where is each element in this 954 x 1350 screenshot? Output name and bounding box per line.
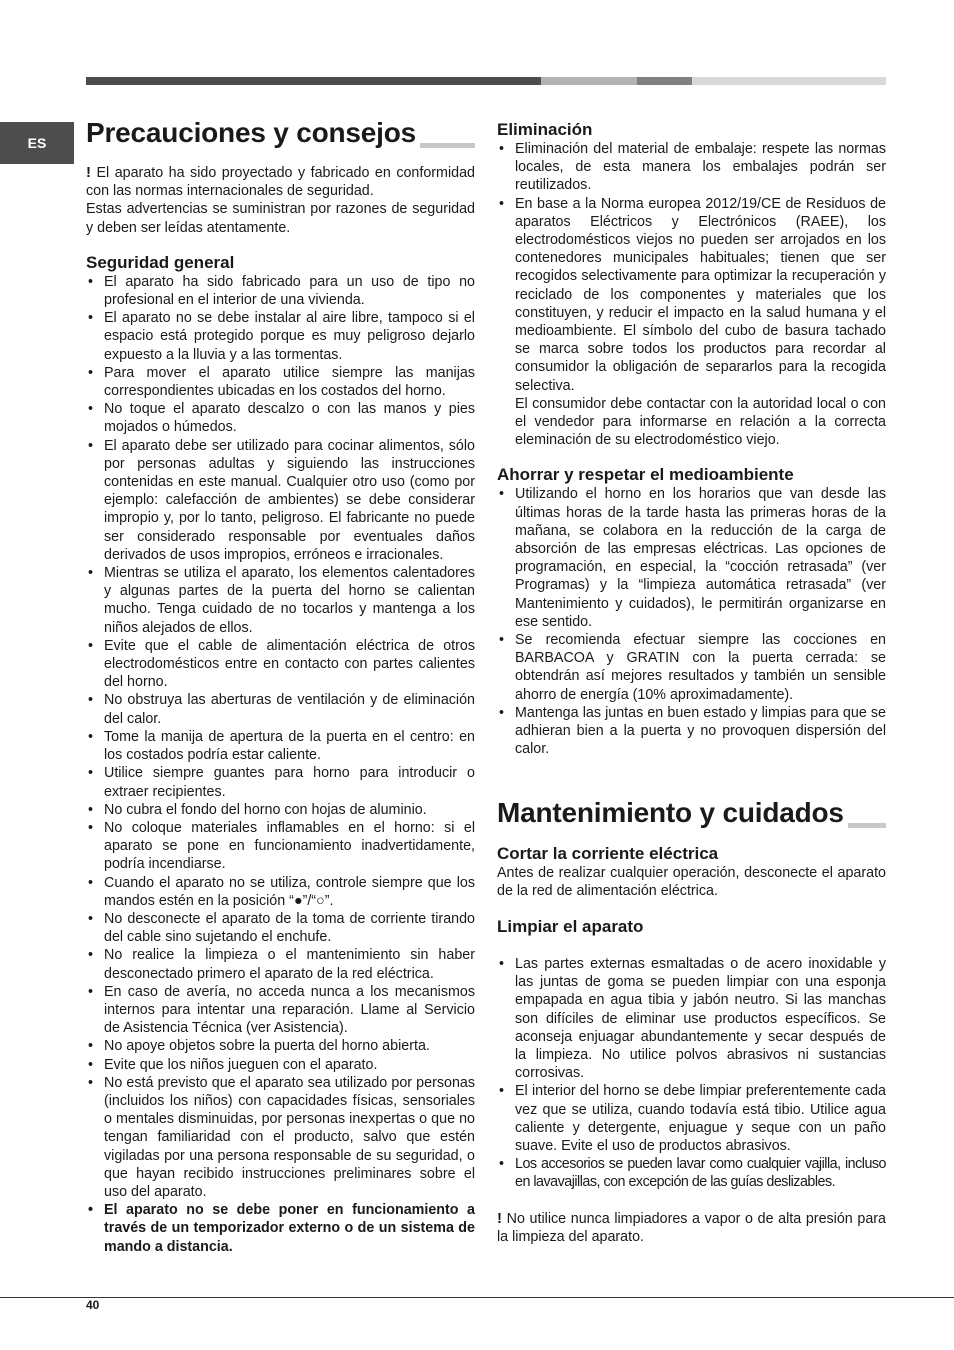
list-item: • Se recomienda efectuar siempre las cocciones en BARBACOA y GRATIN con la puerta cerrada: se obtendrán así mejores resultados y también un sensible ahorro de energía (10% aproximadamente).: [497, 631, 886, 704]
attention-mark: !: [86, 164, 91, 181]
section-heading-cortar: Cortar la corriente eléctrica: [497, 843, 719, 863]
section-title-mantenimiento: Mantenimiento y cuidados: [497, 795, 886, 831]
left-column: [86, 115, 475, 1256]
page-title: Precauciones y consejos: [86, 115, 475, 151]
section-heading-limpiar: Limpiar el aparato: [497, 916, 644, 936]
list-item: • No apoye objetos sobre la puerta del horno abierta.: [86, 1037, 475, 1055]
header-color-bar: [86, 77, 886, 85]
section-heading-eliminacion: Eliminación: [497, 120, 593, 139]
list-item: • No coloque materiales inflamables en el horno: si el aparato se pone en funcionamiento inadvertidamente, podría incendiarse.: [86, 819, 475, 874]
list-item: • No realice la limpieza o el mantenimiento sin haber desconectado primero el aparato de la red eléctrica.: [86, 946, 475, 982]
eliminacion-list: [497, 140, 886, 395]
list-item: • El interior del horno se debe limpiar preferentemente cada vez que se utiliza, cuando todavía está tibio. Utilice agua caliente y detergente, enjuague y seque con un paño suave. Evite el uso de productos abrasivos.: [497, 1082, 886, 1155]
list-item: • No toque el aparato descalzo o con las manos y pies mojados o húmedos.: [86, 400, 475, 436]
list-item: • No está previsto que el aparato sea utilizado por personas (incluidos los niños) con capacidades físicas, sensoriales o mentales disminuidas, por personas inexpertas o que no tengan familiaridad con el producto, salvo que estén vigiladas por una persona responsable de su seguridad, o que hayan recibido instrucciones preliminares sobre el uso del aparato.: [86, 1074, 475, 1201]
list-item: • Utilizando el horno en los horarios que van desde las últimas horas de la tarde hasta las primeras horas de la mañana, se colabora en la reducción de la carga de absorción de las empresas eléctricas. Las opciones de programación, en especial, la “cocción retrasada” (ver Programas) y la “limpieza automática retrasada” (ver Mantenimiento y cuidados), le permitirán organizarse en ese sentido.: [497, 485, 886, 631]
ahorrar-list: [497, 485, 886, 758]
warning-paragraph: ! No utilice nunca limpiadores a vapor o de alta presión para la limpieza del aparato.: [497, 1209, 886, 1245]
list-item: • En base a la Norma europea 2012/19/CE de Residuos de aparatos Eléctricos y Electrónicos (RAEE), los electrodomésticos viejos no pueden ser arrojados en los contenedores municipales habituales; tienen que ser recogidos selectivamente para optimizar la recuperación y reciclado de los componentes y materiales que los constituyen, y reducir el impacto en la salud humana y el medioambiente. El símbolo del cubo de basura tachado se marca sobre todos los productos para recordar al consumidor la obligación de separarlos para la recogida selectiva.: [497, 195, 886, 395]
attention-mark: !: [497, 1209, 502, 1227]
list-item: • No desconecte el aparato de la toma de corriente tirando del cable sino sujetando el enchufe.: [86, 910, 475, 946]
intro-paragraph: ! El aparato ha sido proyectado y fabricado en conformidad con las normas internacionales de seguridad.: [86, 164, 475, 200]
list-item: • En caso de avería, no acceda nunca a los mecanismos internos para intentar una reparación. Llame al Servicio de Asistencia Técnica (ver Asistencia).: [86, 983, 475, 1038]
eliminacion-note: El consumidor debe contactar con la autoridad local o con el vendedor para informarse en relación a la correcta eleminación de su electrodoméstico viejo.: [515, 395, 886, 449]
list-item: • Evite que el cable de alimentación eléctrica de otros electrodomésticos entre en contacto con partes calientes del horno.: [86, 637, 475, 692]
list-item: • Mientras se utiliza el aparato, los elementos calentadores y algunas partes de la puerta del horno se calientan mucho. Tenga cuidado de no tocarlos y mantenga a los niños alejados de ellos.: [86, 564, 475, 637]
section-heading-seguridad: Seguridad general: [86, 252, 235, 272]
header-bar-segment: [692, 77, 886, 85]
list-item: • Los accesorios se pueden lavar como cualquier vajilla, incluso en lavavajillas, con excepción de las guías deslizables.: [497, 1155, 886, 1191]
list-item: • Evite que los niños jueguen con el aparato.: [86, 1056, 475, 1074]
list-item: • Utilice siempre guantes para horno para introducir o extraer recipientes.: [86, 764, 475, 800]
header-bar-segment: [86, 77, 541, 85]
intro-paragraph-2: Estas advertencias se suministran por razones de seguridad y deben ser leídas atentamente.: [86, 201, 475, 236]
cortar-paragraph: Antes de realizar cualquier operación, desconecte el aparato de la red de alimentación eléctrica.: [497, 864, 886, 899]
list-item: • El aparato no se debe instalar al aire libre, tampoco si el espacio está protegido porque es muy peligroso dejarlo expuesto a la lluvia y a las tormentas.: [86, 309, 475, 364]
list-item: • Eliminación del material de embalaje: respete las normas locales, de esta manera los embalajes podrán ser reutilizados.: [497, 140, 886, 195]
seguridad-list: [86, 273, 475, 1256]
list-item: • No cubra el fondo del horno con hojas de aluminio.: [86, 801, 475, 819]
footer-rule: [0, 1297, 954, 1298]
language-tab: ES: [0, 122, 74, 164]
page-number: 40: [86, 1298, 100, 1312]
section-heading-ahorrar: Ahorrar y respetar el medioambiente: [497, 465, 794, 485]
list-item: • Tome la manija de apertura de la puerta en el centro: en los costados podría estar caliente.: [86, 728, 475, 764]
header-bar-segment: [637, 77, 692, 85]
section-title-wrap: [86, 115, 475, 151]
right-column: [497, 115, 886, 1246]
section-title-wrap: [497, 795, 886, 831]
list-item: • Cuando el aparato no se utiliza, controle siempre que los mandos estén en la posición “●”/“○”.: [86, 874, 475, 910]
list-item: • El aparato ha sido fabricado para un uso de tipo no profesional en el interior de una vivienda.: [86, 273, 475, 309]
limpiar-list: [497, 955, 886, 1192]
list-item-bold: • El aparato no se debe poner en funcionamiento a través de un temporizador externo o de un sistema de mando a distancia.: [86, 1201, 475, 1256]
list-item: • No obstruya las aberturas de ventilación y de eliminación del calor.: [86, 691, 475, 727]
list-item: • El aparato debe ser utilizado para cocinar alimentos, sólo por personas adultas y siguiendo las instrucciones contenidas en este manual. Cualquier otro uso (como por ejemplo: calefacción de ambientes) se debe considerar impropio y, por lo tanto, peligroso. El fabricante no puede ser considerado responsable por eventuales daños derivados de usos impropios, erróneos e irracionales.: [86, 437, 475, 564]
list-item: • Mantenga las juntas en buen estado y limpias para que se adhieran bien a la puerta y no provoquen dispersión del calor.: [497, 704, 886, 759]
list-item: • Las partes externas esmaltadas o de acero inoxidable y las juntas de goma se pueden limpiar con una esponja empapada en agua tibia y jabón neutro. Si las manchas son difíciles de eliminar use productos específicos. Se aconseja enjuagar abundantemente y secar después de la limpieza. No utilice polvos abrasivos ni sustancias corrosivas.: [497, 955, 886, 1082]
header-bar-segment: [541, 77, 637, 85]
list-item: • Para mover el aparato utilice siempre las manijas correspondientes ubicadas en los costados del horno.: [86, 364, 475, 400]
